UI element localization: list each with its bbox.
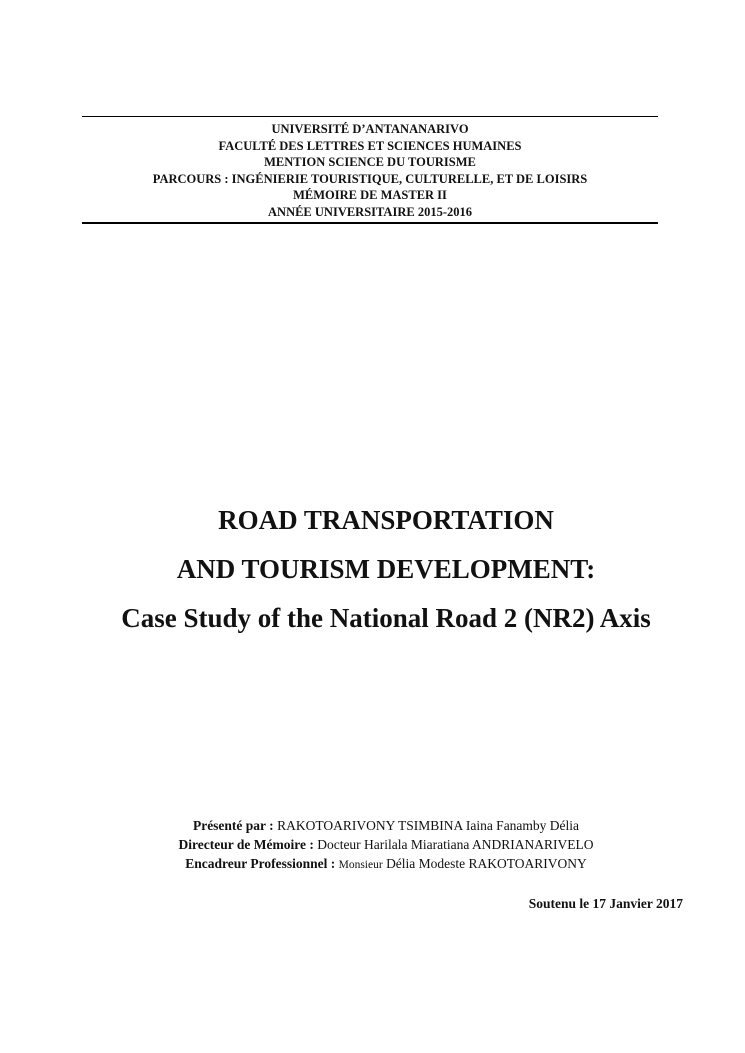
academic-year: ANNÉE UNIVERSITAIRE 2015-2016 (268, 204, 472, 219)
title-line-2: AND TOURISM DEVELOPMENT: (176, 554, 596, 584)
title-line-3: Case Study of the National Road 2 (NR2) Axis (121, 603, 651, 633)
parcours-name: PARCOURS : INGÉNIERIE TOURISTIQUE, CULTURELLE, ET DE LOISIRS (152, 171, 588, 186)
title-line-1: ROAD TRANSPORTATION (218, 505, 554, 535)
thesis-director-value: Docteur Harilala Miaratiana ANDRIANARIVELO (317, 837, 594, 852)
presented-by-label: Présenté par : (192, 818, 274, 833)
university-name: UNIVERSITÉ D’ANTANANARIVO (271, 122, 469, 136)
thesis-title (0, 496, 745, 643)
professional-supervisor (0, 854, 745, 875)
presented-by (0, 816, 745, 835)
institution-header (82, 116, 658, 224)
professional-supervisor-prefix: Monsieur (338, 859, 383, 871)
thesis-director (0, 835, 745, 854)
credits-block (0, 816, 745, 875)
professional-supervisor-value: Délia Modeste RAKOTOARIVONY (386, 856, 587, 871)
presented-by-value: RAKOTOARIVONY TSIMBINA Iaina Fanamby Délia (277, 818, 580, 833)
thesis-director-label: Directeur de Mémoire : (178, 837, 314, 852)
professional-supervisor-label: Encadreur Professionnel : (185, 856, 336, 871)
defense-date: Soutenu le 17 Janvier 2017 (528, 896, 683, 911)
memoire-type: MÉMOIRE DE MASTER II (293, 188, 447, 202)
faculty-name: FACULTÉ DES LETTRES ET SCIENCES HUMAINES (218, 138, 522, 153)
mention-name: MENTION SCIENCE DU TOURISME (264, 155, 476, 169)
